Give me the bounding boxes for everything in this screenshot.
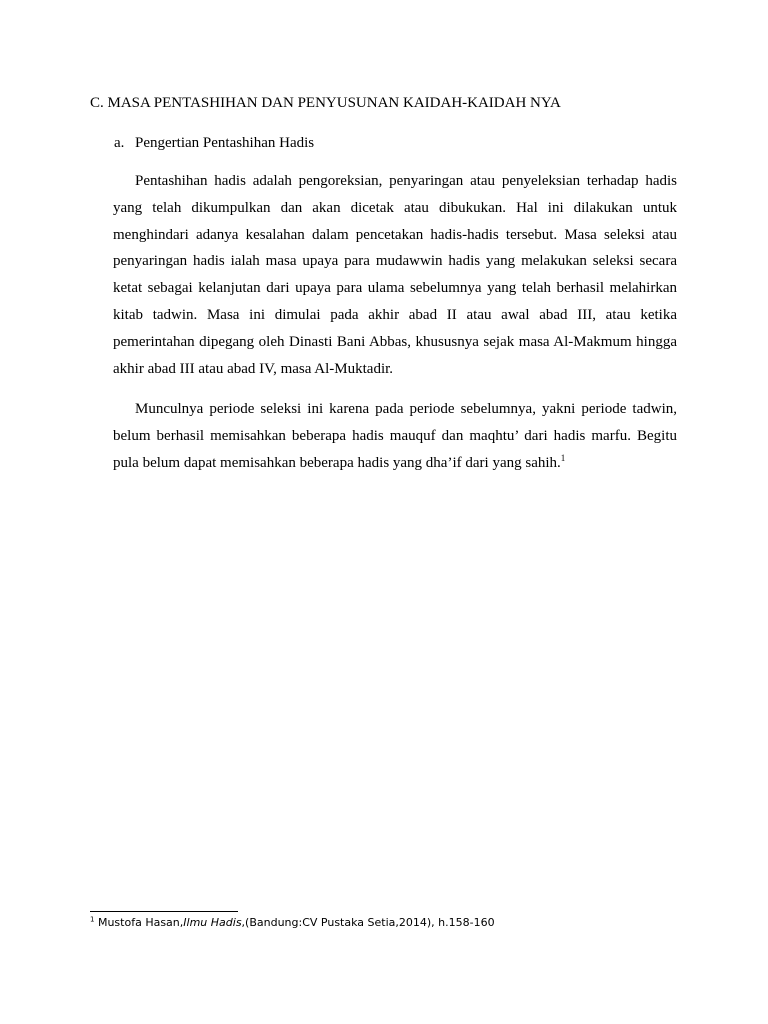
subsection-heading — [114, 134, 314, 152]
paragraph-2-text: Munculnya periode seleksi ini karena pada periode sebelumnya, yakni periode tadwin, belum berhasil memisahkan beberapa hadis mauquf dan maqhtu’ dari hadis marfu. Begitu pula belum dapat memisahkan beberapa hadis yang dha’if dari yang sahih. — [113, 401, 677, 471]
footnote-number: 1 — [90, 915, 95, 924]
footnote-author: Mustofa Hasan, — [97, 916, 184, 929]
subsection-marker: a. — [114, 135, 125, 151]
section-heading: C. MASA PENTASHIHAN DAN PENYUSUNAN KAIDAH-KAIDAH NYA — [90, 95, 561, 111]
footnote-title: Ilmu Hadis — [183, 916, 242, 929]
subsection-title: Pengertian Pentashihan Hadis — [135, 135, 315, 151]
footnote-details: ,(Bandung:CV Pustaka Setia,2014), h.158-160 — [241, 916, 495, 929]
footnote-separator — [90, 911, 238, 912]
paragraph-1: Pentashihan hadis adalah pengoreksian, penyaringan atau penyeleksian terhadap hadis yang telah dikumpulkan dan akan dicetak atau dibukukan. Hal ini dilakukan untuk menghindari adanya kesalahan dalam pencetakan hadis-hadis tersebut. Masa seleksi atau penyaringan hadis ialah masa upaya para mudawwin hadis yang melakukan seleksi secara ketat sebagai kelanjutan dari upaya para ulama sebelumnya yang telah berhasil melahirkan kitab tadwin. Masa ini dimulai pada akhir abad II atau awal abad III, atau ketika pemerintahan dipegang oleh Dinasti Bani Abbas, khususnya sejak masa Al-Makmum hingga akhir abad III atau abad IV, masa Al-Muktadir. — [113, 173, 677, 377]
footnote — [90, 915, 495, 930]
footnote-reference[interactable]: 1 — [560, 452, 566, 463]
paragraph-2 — [113, 396, 677, 476]
